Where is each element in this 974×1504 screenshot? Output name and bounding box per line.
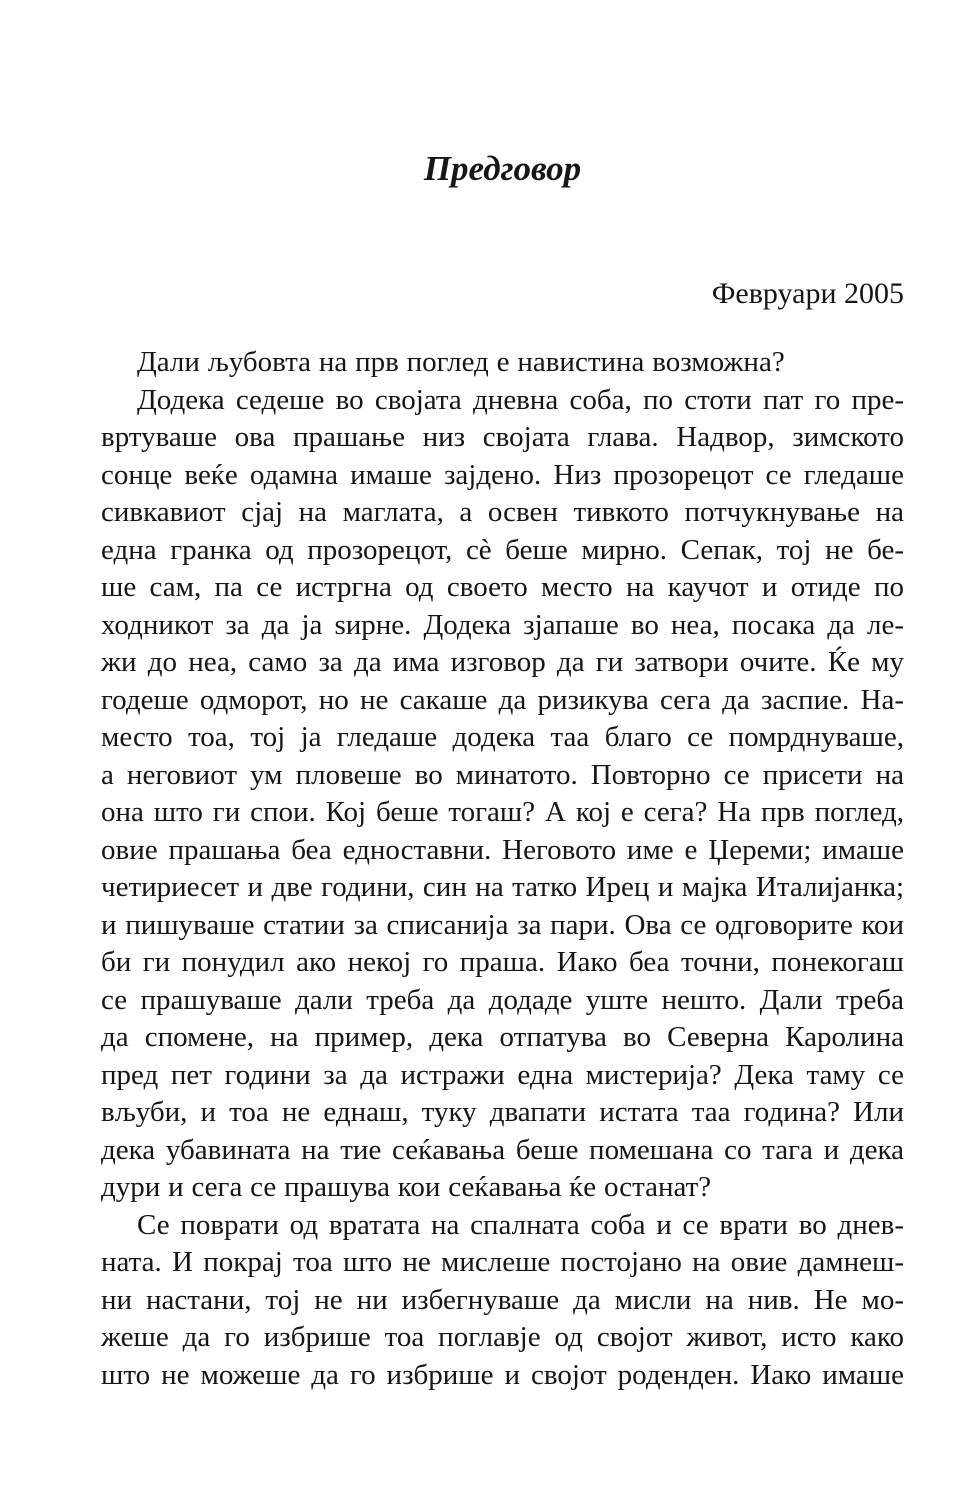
text-line: да спомене, на пример, дека отпатува во Северна Каролина [101, 1021, 904, 1053]
text-line: сонце веќе одамна имаше зајдено. Низ прозорецот се гледаше [101, 458, 904, 491]
text-line: се прашуваше дали треба да додаде уште нешто. Дали треба [101, 983, 904, 1016]
text-body [101, 344, 904, 1394]
text-line: ше сам, па се истргна од своето место на каучот и отиде по [101, 571, 904, 603]
text-line: пред пет години за да истражи една мистерија? Дека таму се [101, 1058, 904, 1091]
text-line: жеше да го избрише тоа поглавје од својот живот, исто како [101, 1321, 904, 1353]
text-line: а неговиот ум пловеше во минатото. Повторно се присети на [101, 758, 904, 791]
text-line: една гранка од прозорецот, сѐ беше мирно. Сепак, тој не бе- [101, 533, 904, 566]
text-line: сивкавиот сјај на маглата, а освен тивкото потчукнување на [101, 496, 904, 528]
text-line: она што ги спои. Кој беше тогаш? А кој е сега? На прв поглед, [101, 796, 904, 828]
text-line: би ги понудил ако некој го праша. Иако беа точни, понекогаш [101, 946, 904, 978]
text-line: што не можеше да го избрише и својот роденден. Иако имаше [101, 1358, 904, 1391]
text-line: Додека седеше во својата дневна соба, по стоти пат го пре- [137, 383, 904, 416]
text-line: годеше одморот, но не сакаше да ризикува сега да заспие. На- [101, 683, 904, 716]
text-line: Се поврати од вратата на спалната соба и се врати во днев- [137, 1208, 904, 1241]
paragraph [101, 344, 904, 382]
text-line: и пишуваше статии за списанија за пари. Ова се одговорите кои [101, 908, 904, 941]
text-line: ходникот за да ја ѕирне. Додека зјапаше во неа, посака да ле- [101, 608, 904, 641]
paragraph [101, 1207, 904, 1395]
text-line: дури и сега се прашува кои сеќавања ќе останат? [101, 1171, 712, 1203]
page-title: Предговор [423, 149, 582, 189]
text-line: место тоа, тој ја гледаше додека таа благо се помрднуваше, [101, 721, 904, 753]
text-line: вртуваше ова прашање низ својата глава. Надвор, зимското [101, 421, 904, 453]
text-line: Дали љубовта на прв поглед е навистина возможна? [137, 346, 785, 378]
text-line: дека убавината на тие сеќавања беше помешана со тага и дека [101, 1133, 904, 1166]
text-line: вљуби, и тоа не еднаш, туку двапати истата таа година? Или [101, 1096, 904, 1128]
text-line: жи до неа, само за да има изговор да ги затвори очите. Ќе му [101, 646, 904, 678]
paragraph [101, 382, 904, 1207]
text-line: четириесет и две години, син на татко Ирец и мајка Италијанка; [101, 871, 904, 903]
dateline: Февруари 2005 [711, 277, 904, 310]
text-line: ни настани, тој не ни избегнуваше да мисли на нив. Не мо- [101, 1283, 904, 1316]
text-line: ната. И покрај тоа што не мислеше постојано на овие дамнеш- [101, 1246, 904, 1278]
text-line: овие прашања беа едноставни. Неговото име е Џереми; имаше [101, 833, 904, 866]
